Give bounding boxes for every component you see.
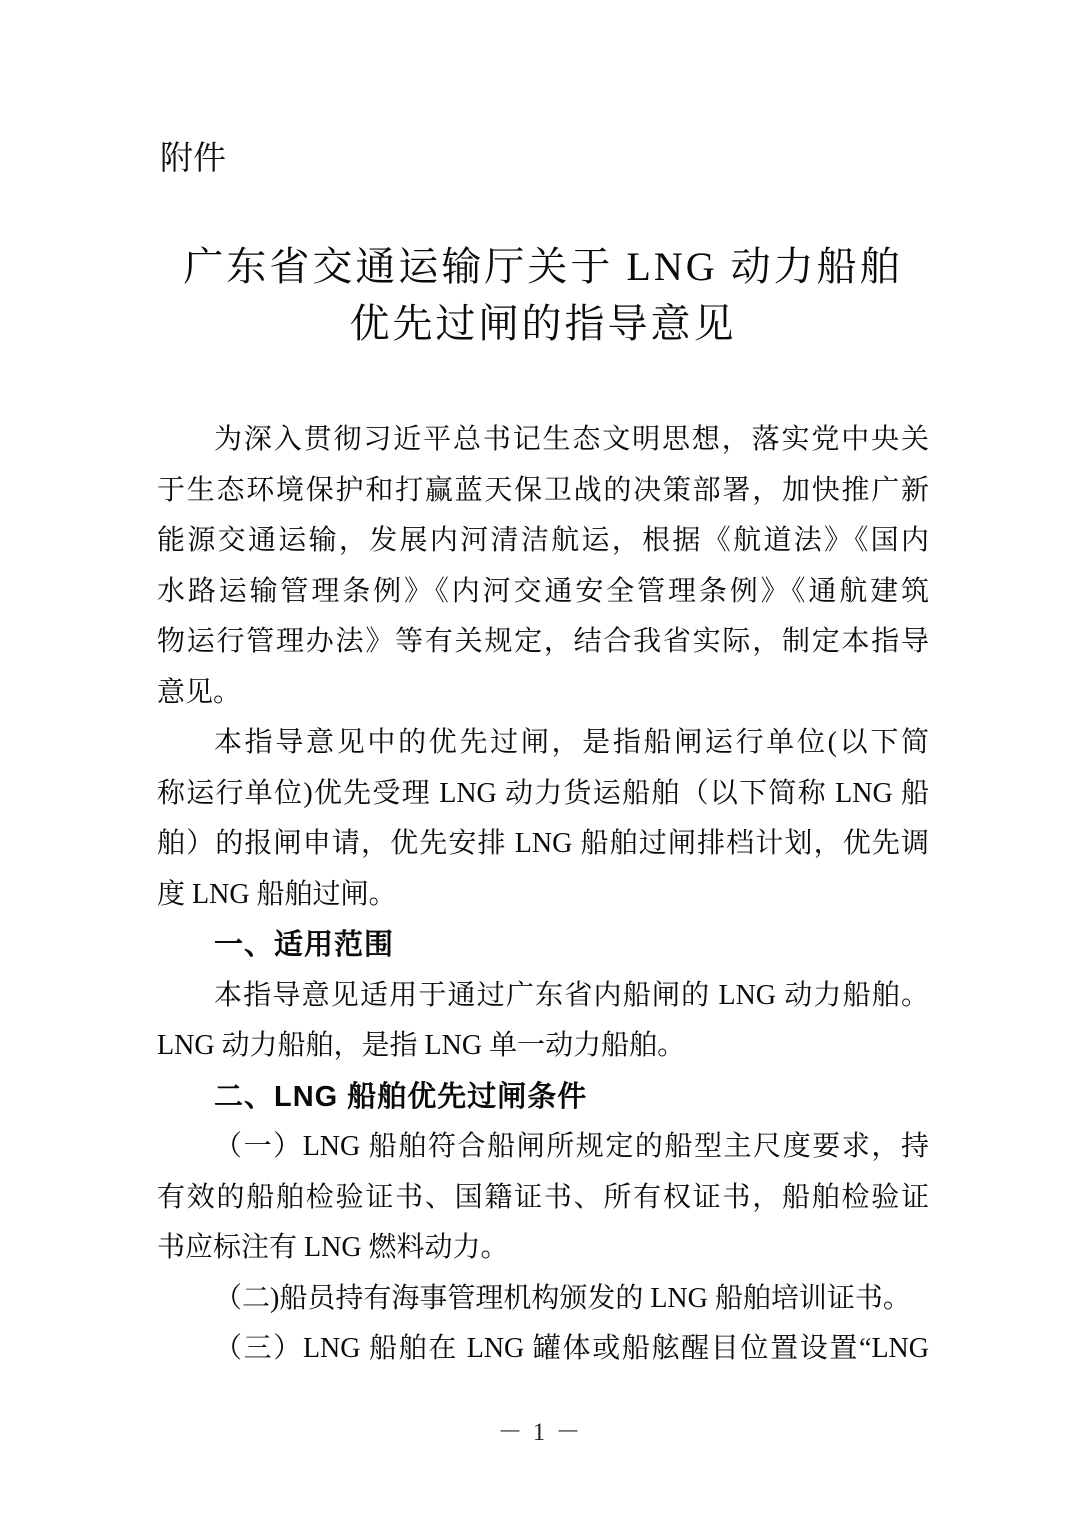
body-line: 称运行单位)优先受理 LNG 动力货运船舶（以下简称 LNG 船	[157, 777, 929, 809]
body-line: 物运行管理办法》等有关规定，结合我省实际，制定本指导	[157, 626, 929, 657]
page-number: － 1 －	[497, 1419, 583, 1446]
section-heading: 一、适用范围	[214, 929, 395, 961]
body-line: 舶）的报闸申请，优先安排 LNG 船舶过闸排档计划，优先调	[157, 828, 929, 859]
body-line: 意见。	[157, 676, 242, 708]
body-line: 书应标注有 LNG 燃料动力。	[157, 1232, 509, 1263]
document-title-line-1: 广东省交通运输厅关于 LNG 动力船舶	[183, 244, 903, 289]
body-line: （二)船员持有海事管理机构颁发的 LNG 船舶培训证书。	[214, 1282, 911, 1314]
body-line: （三）LNG 船舶在 LNG 罐体或船舷醒目位置设置“LNG	[214, 1333, 929, 1364]
body-line: 度 LNG 船舶过闸。	[157, 878, 397, 910]
body-line: 本指导意见中的优先过闸，是指船闸运行单位(以下简	[214, 727, 929, 758]
body-line: 为深入贯彻习近平总书记生态文明思想，落实党中央关	[214, 424, 929, 455]
section-heading: 二、LNG 船舶优先过闸条件	[214, 1080, 588, 1113]
body-line: 于生态环境保护和打赢蓝天保卫战的决策部署，加快推广新	[157, 474, 929, 506]
document-body	[157, 415, 929, 1375]
body-line: 能源交通运输，发展内河清洁航运，根据《航道法》《国内	[157, 525, 929, 556]
body-line: 本指导意见适用于通过广东省内船闸的 LNG 动力船舶。	[214, 979, 929, 1011]
body-line: （一）LNG 船舶符合船闸所规定的船型主尺度要求，持	[214, 1131, 929, 1162]
body-line: 水路运输管理条例》《内河交通安全管理条例》《通航建筑	[157, 575, 929, 607]
body-line: 有效的船舶检验证书、国籍证书、所有权证书，船舶检验证	[157, 1181, 929, 1213]
attachment-label: 附件	[160, 139, 226, 176]
document-title	[157, 238, 929, 352]
body-line: LNG 动力船舶，是指 LNG 单一动力船舶。	[157, 1030, 686, 1061]
document-title-line-2: 优先过闸的指导意见	[349, 301, 737, 346]
